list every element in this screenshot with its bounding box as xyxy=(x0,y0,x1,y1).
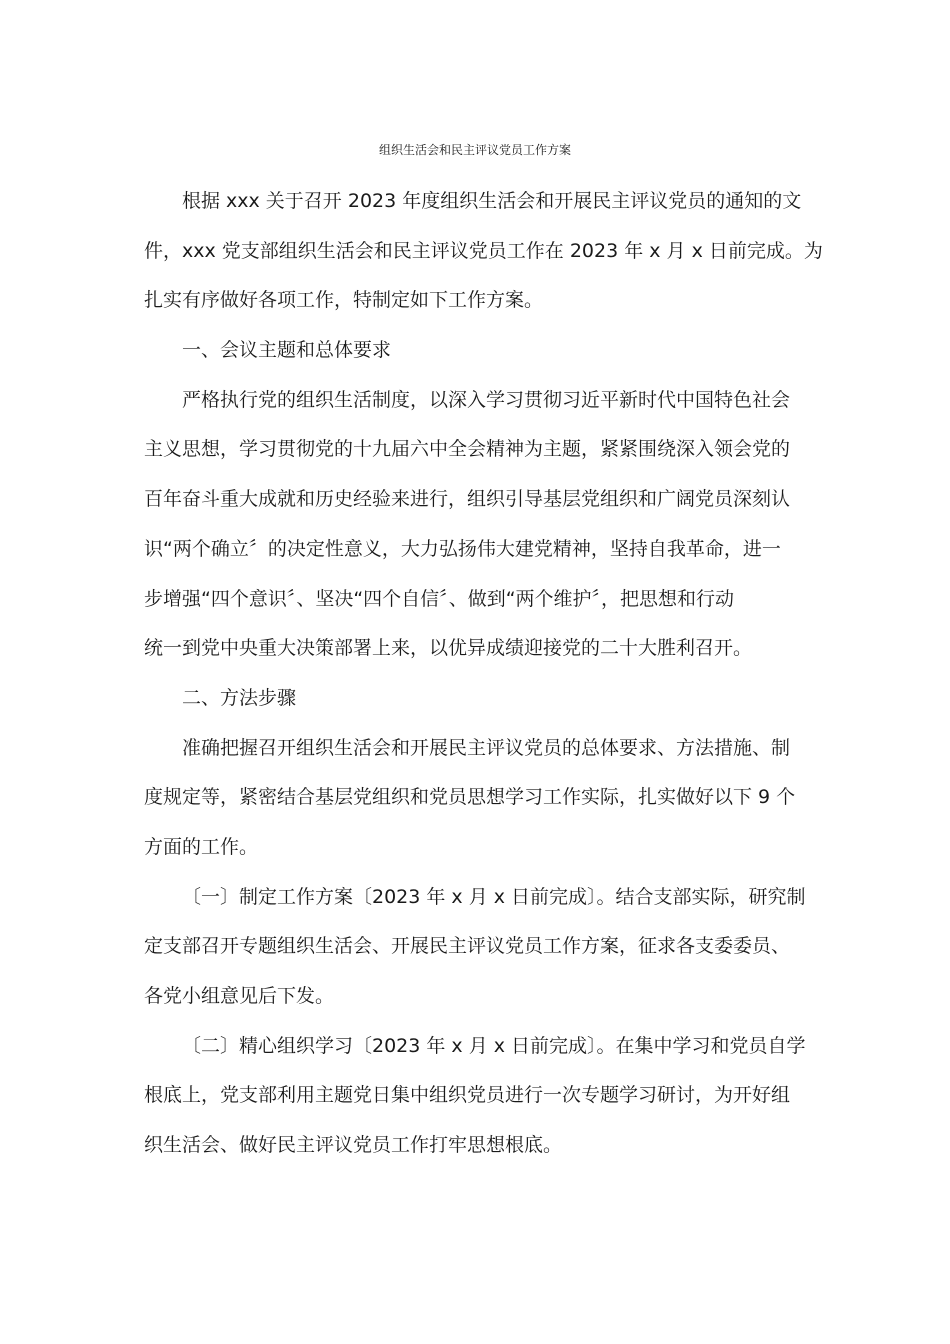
step-1-line-3: 各党小组意见后下发。 xyxy=(144,985,335,1007)
step-2-line-3: 织生活会、做好民主评议党员工作打牢思想根底。 xyxy=(144,1134,563,1156)
theme-line-5: 步增强“四个意识〞、坚决“四个自信〞、做到“两个维护〞，把思想和行动 xyxy=(144,588,735,610)
theme-line-3: 百年奋斗重大成就和历史经验来进行，组织引导基层党组织和广阔党员深刻认 xyxy=(144,488,791,510)
method-line-1: 准确把握召开组织生活会和开展民主评议党员的总体要求、方法措施、制 xyxy=(182,737,791,759)
method-line-3: 方面的工作。 xyxy=(144,836,259,858)
intro-line-2: 件，xxx 党支部组织生活会和民主评议党员工作在 2023 年 x 月 x 日前完成。为 xyxy=(144,240,823,262)
step-2-line-2: 根底上，党支部利用主题党日集中组织党员进行一次专题学习研讨，为开好组 xyxy=(144,1084,791,1106)
theme-line-1: 严格执行党的组织生活制度，以深入学习贯彻习近平新时代中国特色社会 xyxy=(182,389,791,411)
theme-line-6: 统一到党中央重大决策部署上来，以优异成绩迎接党的二十大胜利召开。 xyxy=(144,637,753,659)
section-heading-2: 二、方法步骤 xyxy=(182,687,297,709)
step-1-line-1: 〔一〕制定工作方案〔2023 年 x 月 x 日前完成〕。结合支部实际，研究制 xyxy=(182,886,806,908)
method-line-2: 度规定等，紧密结合基层党组织和党员思想学习工作实际，扎实做好以下 9 个 xyxy=(144,786,796,808)
intro-line-3: 扎实有序做好各项工作，特制定如下工作方案。 xyxy=(144,289,544,311)
step-1-line-2: 定支部召开专题组织生活会、开展民主评议党员工作方案，征求各支委委员、 xyxy=(144,935,791,957)
document-title: 组织生活会和民主评议党员工作方案 xyxy=(378,143,571,157)
intro-line-1: 根据 xxx 关于召开 2023 年度组织生活会和开展民主评议党员的通知的文 xyxy=(182,190,802,212)
step-2-line-1: 〔二〕精心组织学习〔2023 年 x 月 x 日前完成〕。在集中学习和党员自学 xyxy=(182,1035,806,1057)
section-heading-1: 一、会议主题和总体要求 xyxy=(182,339,392,361)
theme-line-4: 识“两个确立〞的决定性意义，大力弘扬伟大建党精神，坚持自我革命，进一 xyxy=(144,538,781,560)
theme-line-2: 主义思想，学习贯彻党的十九届六中全会精神为主题，紧紧围绕深入领会党的 xyxy=(144,438,791,460)
